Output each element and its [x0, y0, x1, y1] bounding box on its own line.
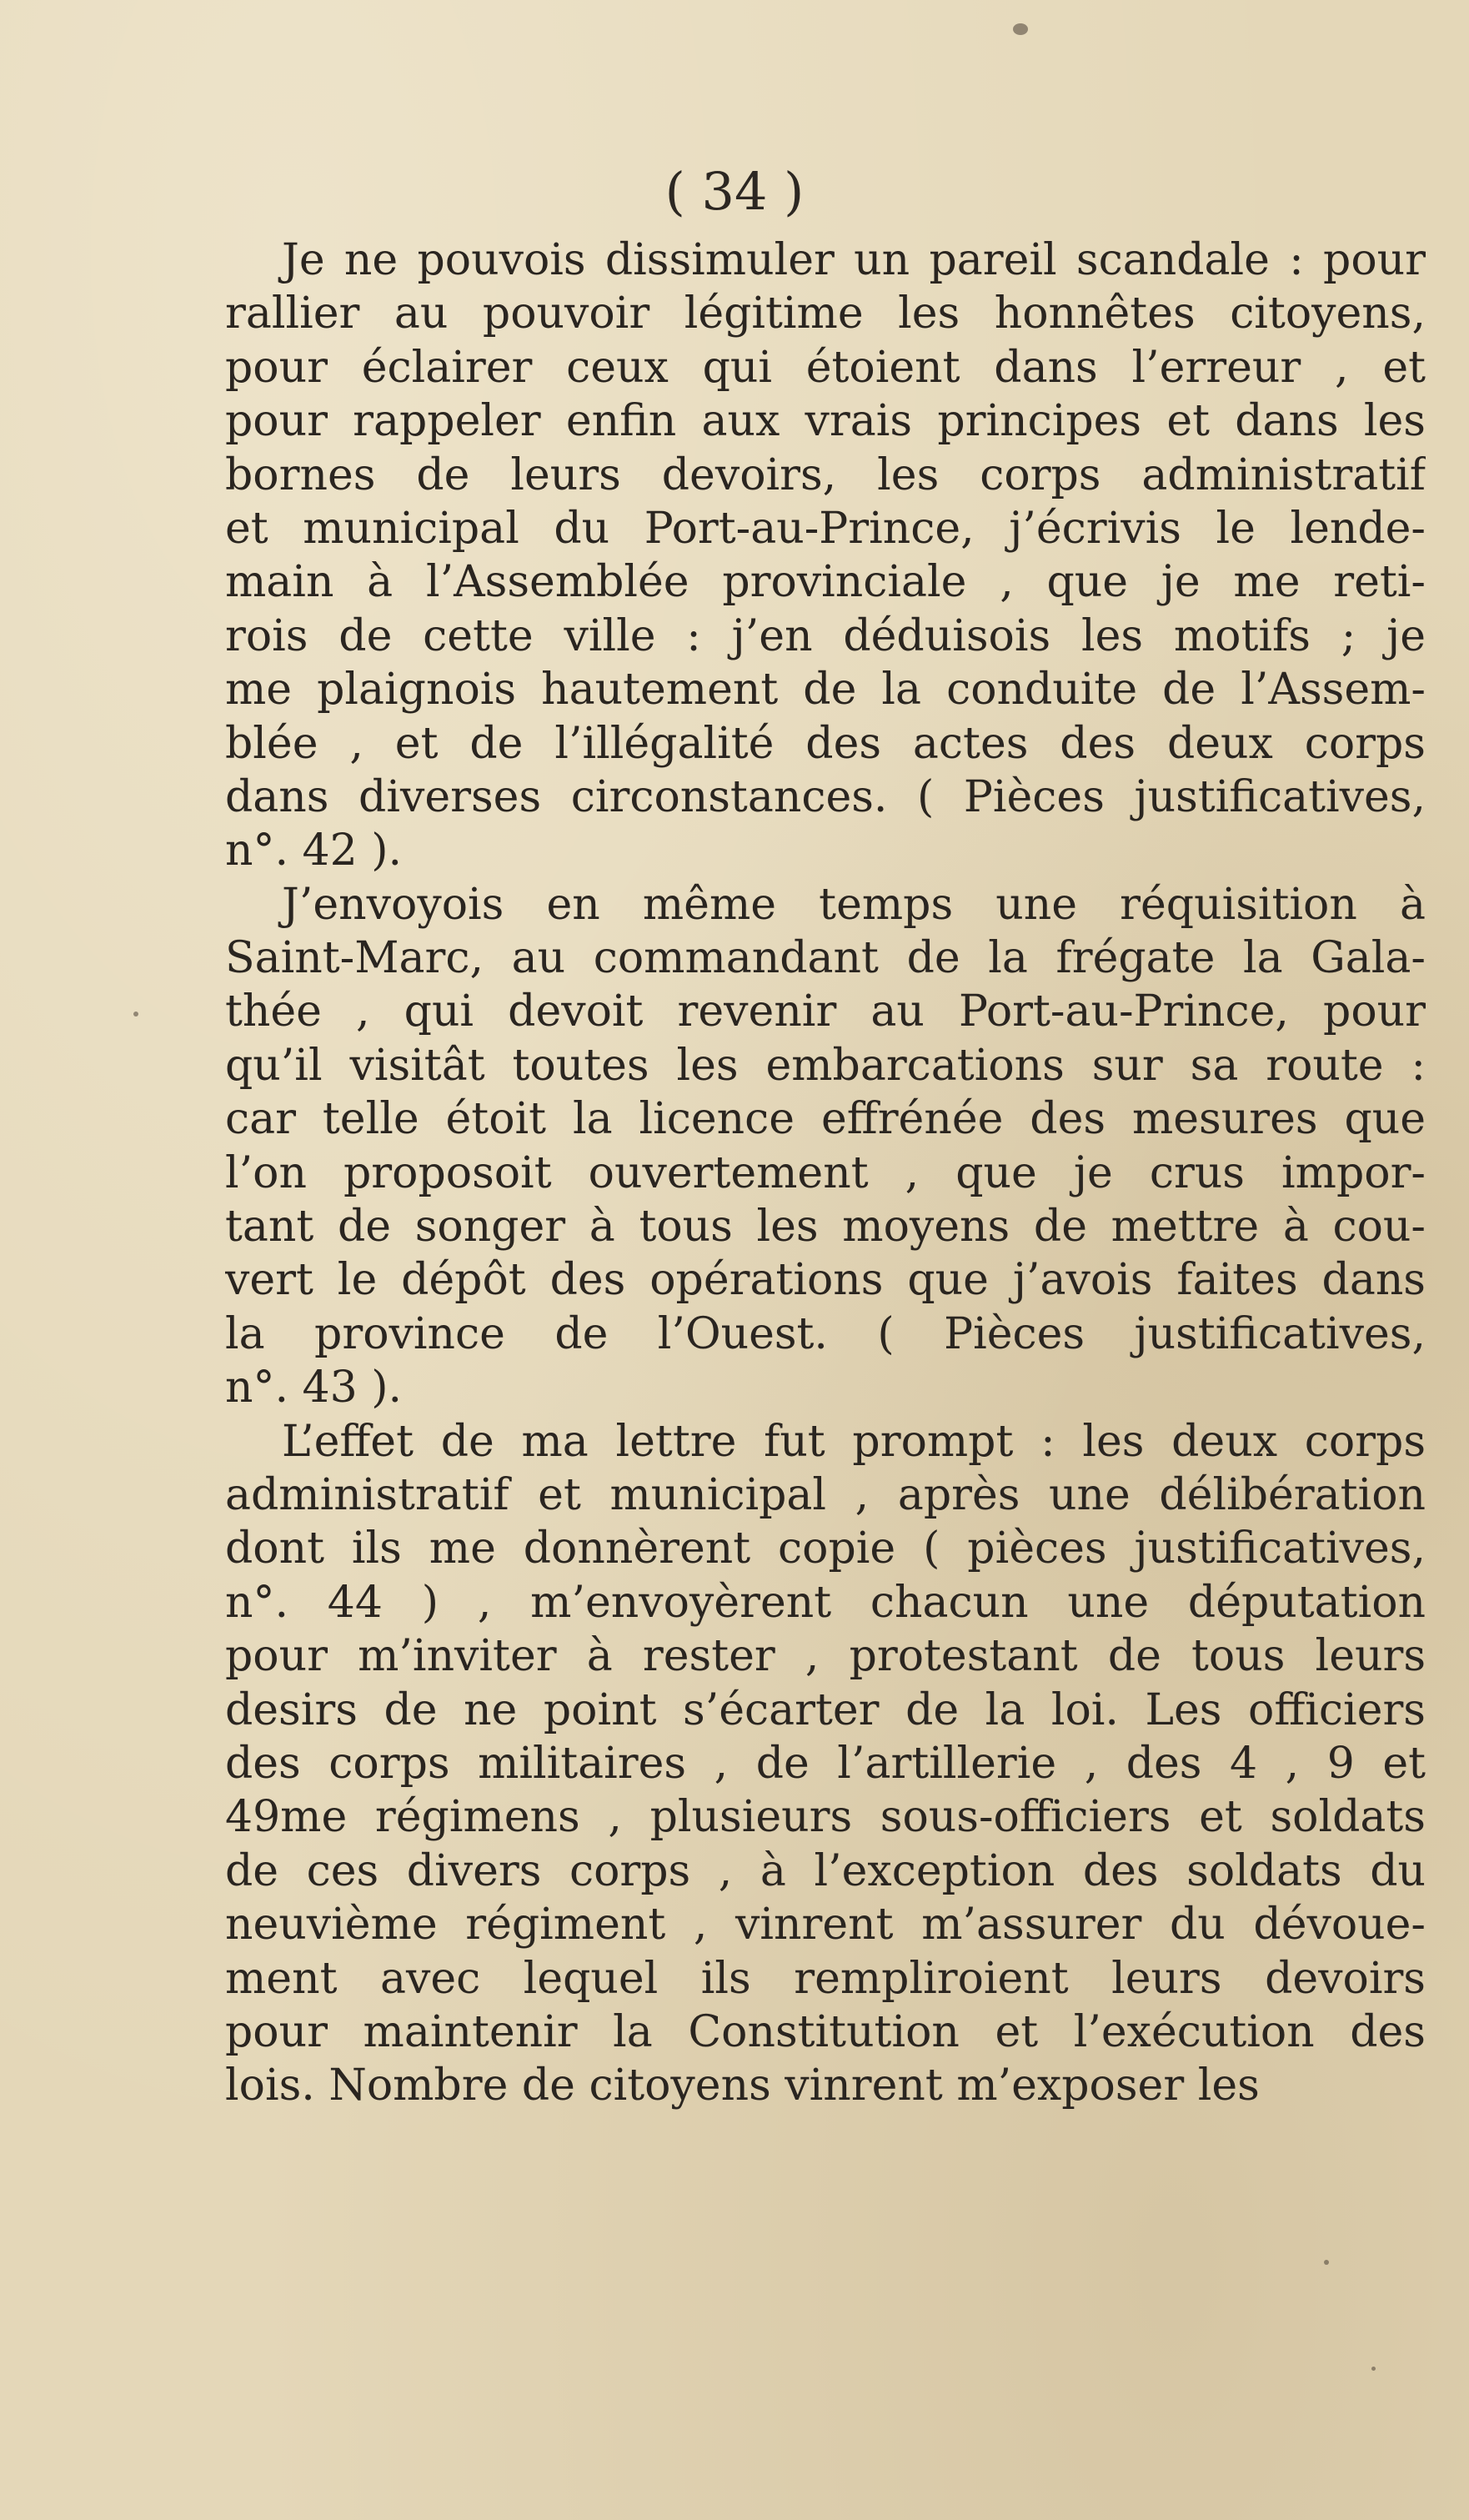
text-line: rois de cette ville : j’en déduisois les motifs ; je: [225, 610, 1426, 661]
text-line: la province de l’Ouest. ( Pièces justificatives,: [225, 1308, 1426, 1359]
text-line: desirs de ne point s’écarter de la loi. Les officiers: [225, 1684, 1426, 1735]
text-line: J’envoyois en même temps une réquisition à: [282, 879, 1426, 930]
body-text: [225, 233, 1426, 2113]
text-line: pour éclairer ceux qui étoient dans l’erreur , et: [225, 342, 1426, 393]
text-line: bornes de leurs devoirs, les corps administratif: [225, 449, 1426, 500]
text-line: n°. 44 ) , m’envoyèrent chacun une députation: [225, 1577, 1426, 1628]
text-line: des corps militaires , de l’artillerie , des 4 , 9 et: [225, 1738, 1426, 1789]
paper-speck: [133, 1012, 138, 1017]
text-line: L’effet de ma lettre fut prompt : les deux corps: [282, 1416, 1426, 1467]
page-number: ( 34 ): [664, 161, 805, 222]
text-line: et municipal du Port-au-Prince, j’écrivis le lende-: [225, 503, 1426, 554]
text-line: main à l’Assemblée provinciale , que je me reti-: [225, 557, 1426, 608]
text-line: blée , et de l’illégalité des actes des deux corps: [225, 718, 1426, 769]
text-line: vert le dépôt des opérations que j’avois faites dans: [225, 1255, 1426, 1306]
text-line: lois. Nombre de citoyens vinrent m’exposer les: [225, 2061, 1260, 2111]
text-line: Je ne pouvois dissimuler un pareil scandale : pour: [282, 235, 1426, 285]
text-line: tant de songer à tous les moyens de mettre à cou-: [225, 1202, 1426, 1252]
text-line: pour m’inviter à rester , protestant de tous leurs: [225, 1631, 1426, 1682]
text-line: rallier au pouvoir légitime les honnêtes citoyens,: [225, 289, 1426, 339]
text-line: n°. 42 ).: [225, 826, 403, 876]
text-line: pour rappeler enfin aux vrais principes et dans les: [225, 396, 1426, 447]
text-line: n°. 43 ).: [225, 1363, 403, 1413]
text-line: car telle étoit la licence effrénée des mesures que: [225, 1094, 1426, 1145]
text-line: ment avec lequel ils rempliroient leurs devoirs: [225, 1953, 1426, 2004]
text-line: l’on proposoit ouvertement , que je crus impor-: [225, 1147, 1426, 1198]
text-line: qu’il visitât toutes les embarcations sur sa route :: [225, 1040, 1426, 1091]
text-line: me plaignois hautement de la conduite de l’Assem-: [225, 665, 1426, 715]
paper-speck: [1324, 2260, 1329, 2265]
text-line: neuvième régiment , vinrent m’assurer du dévoue-: [225, 1900, 1426, 1950]
text-line: pour maintenir la Constitution et l’exécution des: [225, 2006, 1426, 2057]
text-line: dont ils me donnèrent copie ( pièces justificatives,: [225, 1524, 1426, 1574]
text-line: dans diverses circonstances. ( Pièces justificatives,: [225, 771, 1426, 822]
text-line: thée , qui devoit revenir au Port-au-Prince, pour: [225, 986, 1426, 1037]
paper-speck: [1013, 23, 1028, 35]
text-line: Saint-Marc, au commandant de la frégate la Gala-: [225, 933, 1426, 984]
paper-speck: [1371, 2367, 1376, 2371]
text-line: administratif et municipal , après une délibération: [225, 1469, 1426, 1520]
text-line: 49me régimens , plusieurs sous-officiers et soldats: [225, 1792, 1426, 1843]
text-line: de ces divers corps , à l’exception des soldats du: [225, 1845, 1426, 1896]
